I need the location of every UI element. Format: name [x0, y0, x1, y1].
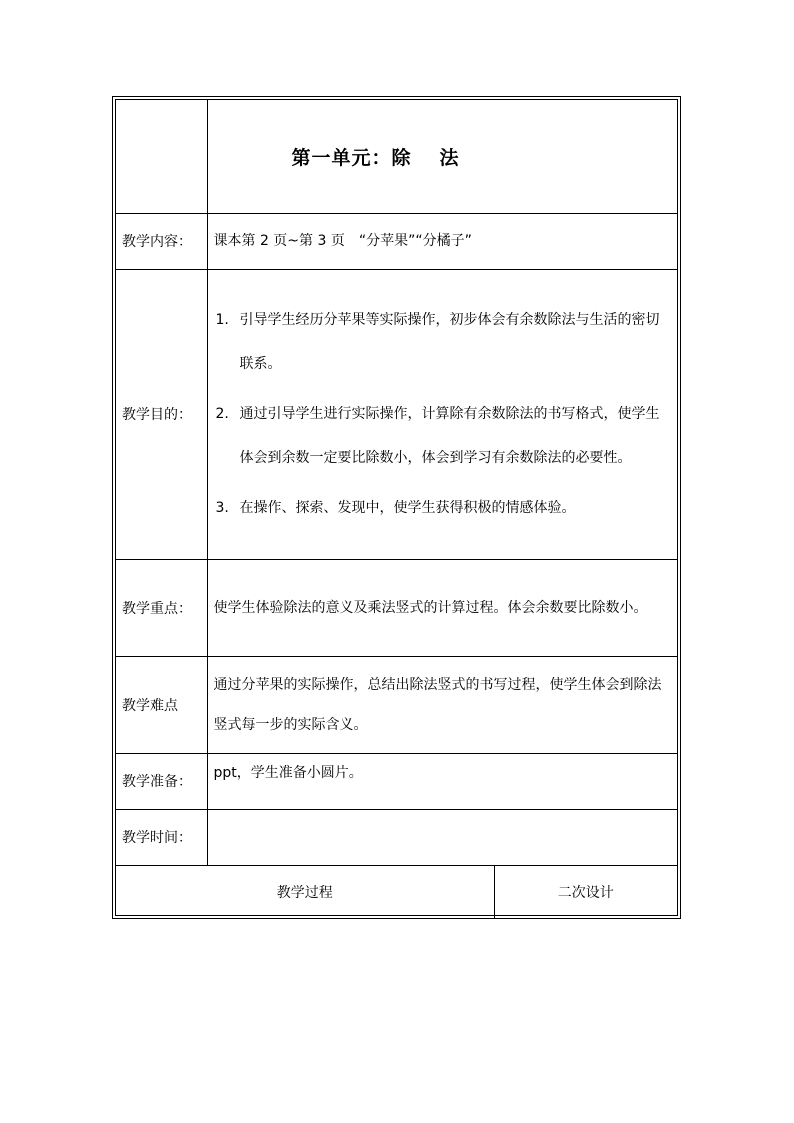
preparation-value: ppt，学生准备小圆片。	[207, 753, 677, 809]
difficulties-row	[116, 656, 677, 753]
objective-item	[216, 298, 674, 386]
second-design-header: 二次设计	[494, 865, 677, 919]
time-label: 教学时间：	[116, 809, 207, 865]
objective-item	[216, 486, 674, 530]
page-title	[207, 100, 677, 213]
time-value	[207, 809, 677, 865]
key-points-label: 教学重点：	[116, 559, 207, 656]
lesson-plan-table	[116, 100, 677, 919]
key-points-value: 使学生体验除法的意义及乘法竖式的计算过程。体会余数要比除数小。	[207, 559, 677, 656]
objective-text: 通过引导学生进行实际操作，计算除有余数除法的书写格式，使学生体会到余数一定要比除数小，体会到学习有余数除法的必要性。	[239, 406, 660, 466]
title-main: 第一单元：除	[291, 146, 412, 169]
content-label: 教学内容：	[116, 213, 207, 269]
process-header: 教学过程	[116, 865, 494, 919]
difficulties-label: 教学难点	[116, 656, 207, 753]
objective-number: 3.	[215, 500, 229, 516]
title-row	[116, 100, 677, 213]
title-blank-cell	[116, 100, 207, 213]
objective-number: 1.	[215, 312, 229, 328]
objectives-list	[207, 269, 677, 559]
objective-number: 2.	[215, 406, 229, 422]
objectives-row	[116, 269, 677, 559]
content-value: 课本第 2 页~第 3 页 “分苹果”“分橘子”	[207, 213, 677, 269]
lesson-plan-inner	[115, 99, 678, 916]
objective-text: 在操作、探索、发现中，使学生获得积极的情感体验。	[239, 500, 576, 516]
objective-text: 引导学生经历分苹果等实际操作，初步体会有余数除法与生活的密切联系。	[239, 312, 660, 372]
lesson-plan-frame	[112, 96, 681, 919]
footer-row	[116, 865, 677, 919]
objective-item	[216, 392, 674, 480]
key-points-row	[116, 559, 677, 656]
objectives-label: 教学目的：	[116, 269, 207, 559]
title-suffix: 法	[439, 146, 460, 169]
difficulties-value: 通过分苹果的实际操作，总结出除法竖式的书写过程，使学生体会到除法竖式每一步的实际含义。	[207, 656, 677, 753]
time-row	[116, 809, 677, 865]
content-row	[116, 213, 677, 269]
preparation-row	[116, 753, 677, 809]
preparation-label: 教学准备：	[116, 753, 207, 809]
